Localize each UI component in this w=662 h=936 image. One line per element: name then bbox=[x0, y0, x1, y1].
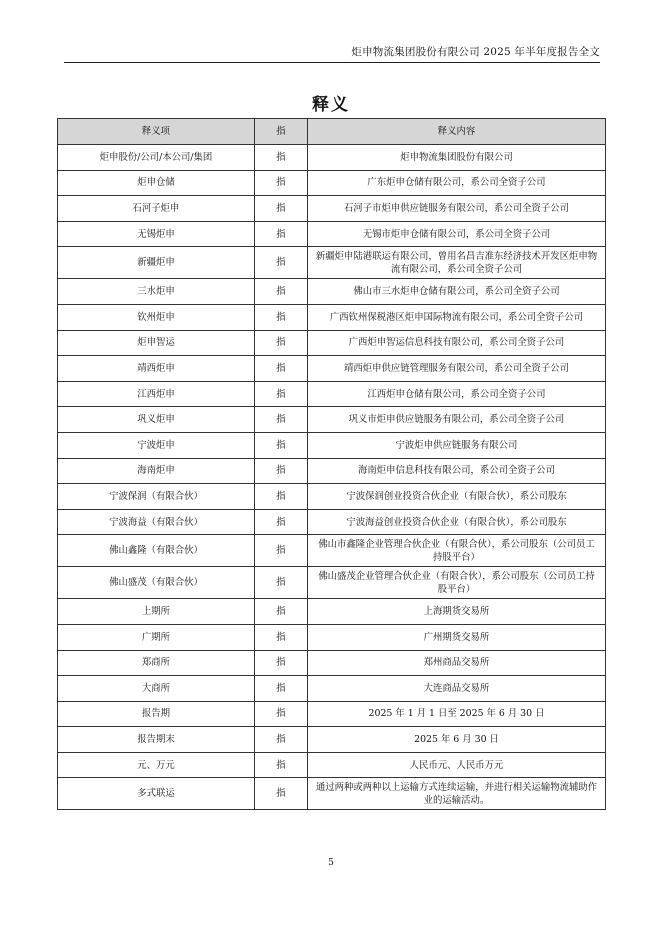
definition-cell: 江西炬申仓储有限公司，系公司全资子公司 bbox=[308, 381, 606, 407]
table-row bbox=[58, 247, 606, 279]
term-cell: 江西炬申 bbox=[58, 381, 255, 407]
term-cell: 巩义炬申 bbox=[58, 407, 255, 433]
term-cell: 钦州炬申 bbox=[58, 304, 255, 330]
table-row bbox=[58, 221, 606, 247]
term-cell: 炬申智运 bbox=[58, 330, 255, 356]
definition-cell: 郑州商品交易所 bbox=[308, 650, 606, 676]
term-cell: 宁波炬申 bbox=[58, 432, 255, 458]
table-row bbox=[58, 624, 606, 650]
term-cell: 大商所 bbox=[58, 676, 255, 702]
term-cell: 新疆炬申 bbox=[58, 247, 255, 279]
table-row bbox=[58, 458, 606, 484]
column-header-definition: 释义内容 bbox=[308, 119, 606, 145]
ref-cell: 指 bbox=[255, 458, 308, 484]
table-row bbox=[58, 145, 606, 171]
ref-cell: 指 bbox=[255, 170, 308, 196]
page-title: 释义 bbox=[312, 95, 350, 115]
page-number: 5 bbox=[328, 858, 334, 868]
table-row bbox=[58, 170, 606, 196]
table-body bbox=[58, 145, 606, 810]
ref-cell: 指 bbox=[255, 624, 308, 650]
definition-cell: 海南炬申信息科技有限公司，系公司全资子公司 bbox=[308, 458, 606, 484]
ref-cell: 指 bbox=[255, 484, 308, 510]
definition-cell: 大连商品交易所 bbox=[308, 676, 606, 702]
term-cell: 多式联运 bbox=[58, 778, 255, 810]
table-row bbox=[58, 509, 606, 535]
term-cell: 宁波保润（有限合伙） bbox=[58, 484, 255, 510]
term-cell: 上期所 bbox=[58, 599, 255, 625]
table-row bbox=[58, 432, 606, 458]
definition-cell: 人民币元、人民币万元 bbox=[308, 752, 606, 778]
ref-cell: 指 bbox=[255, 567, 308, 599]
ref-cell: 指 bbox=[255, 196, 308, 222]
table-row bbox=[58, 599, 606, 625]
definition-cell: 巩义市炬申供应链服务有限公司，系公司全资子公司 bbox=[308, 407, 606, 433]
definition-cell: 新疆炬申陆港联运有限公司，曾用名昌吉准东经济技术开发区炬申物流有限公司，系公司全资子公司 bbox=[308, 247, 606, 279]
term-cell: 佛山鑫隆（有限合伙） bbox=[58, 535, 255, 567]
table-row bbox=[58, 356, 606, 382]
table-row bbox=[58, 279, 606, 305]
table-row bbox=[58, 701, 606, 727]
term-cell: 海南炬申 bbox=[58, 458, 255, 484]
term-cell: 报告期 bbox=[58, 701, 255, 727]
ref-cell: 指 bbox=[255, 330, 308, 356]
table-row bbox=[58, 778, 606, 810]
table-row bbox=[58, 407, 606, 433]
definition-cell: 石河子市炬申供应链服务有限公司，系公司全资子公司 bbox=[308, 196, 606, 222]
term-cell: 郑商所 bbox=[58, 650, 255, 676]
ref-cell: 指 bbox=[255, 356, 308, 382]
ref-cell: 指 bbox=[255, 221, 308, 247]
ref-cell: 指 bbox=[255, 145, 308, 171]
ref-cell: 指 bbox=[255, 247, 308, 279]
definition-cell: 宁波炬申供应链服务有限公司 bbox=[308, 432, 606, 458]
definition-cell: 佛山盛茂企业管理合伙企业（有限合伙），系公司股东（公司员工持股平台） bbox=[308, 567, 606, 599]
definition-cell: 宁波保润创业投资合伙企业（有限合伙），系公司股东 bbox=[308, 484, 606, 510]
term-cell: 炬申仓储 bbox=[58, 170, 255, 196]
term-cell: 炬申股份/公司/本公司/集团 bbox=[58, 145, 255, 171]
table-row bbox=[58, 676, 606, 702]
term-cell: 报告期末 bbox=[58, 727, 255, 753]
ref-cell: 指 bbox=[255, 304, 308, 330]
definition-cell: 无锡市炬申仓储有限公司，系公司全资子公司 bbox=[308, 221, 606, 247]
table-row bbox=[58, 381, 606, 407]
ref-cell: 指 bbox=[255, 509, 308, 535]
ref-cell: 指 bbox=[255, 676, 308, 702]
column-header-ref: 指 bbox=[255, 119, 308, 145]
definition-cell: 广西钦州保税港区炬申国际物流有限公司，系公司全资子公司 bbox=[308, 304, 606, 330]
definition-cell: 通过两种或两种以上运输方式连续运输，并进行相关运输物流辅助作业的运输活动。 bbox=[308, 778, 606, 810]
table-row bbox=[58, 330, 606, 356]
ref-cell: 指 bbox=[255, 535, 308, 567]
ref-cell: 指 bbox=[255, 432, 308, 458]
ref-cell: 指 bbox=[255, 279, 308, 305]
definition-cell: 广东炬申仓储有限公司，系公司全资子公司 bbox=[308, 170, 606, 196]
table-row bbox=[58, 650, 606, 676]
definition-cell: 2025 年 6 月 30 日 bbox=[308, 727, 606, 753]
table-row bbox=[58, 727, 606, 753]
table-row bbox=[58, 196, 606, 222]
term-cell: 广期所 bbox=[58, 624, 255, 650]
ref-cell: 指 bbox=[255, 650, 308, 676]
table-row bbox=[58, 484, 606, 510]
ref-cell: 指 bbox=[255, 407, 308, 433]
definition-cell: 佛山市三水炬申仓储有限公司，系公司全资子公司 bbox=[308, 279, 606, 305]
ref-cell: 指 bbox=[255, 701, 308, 727]
definition-cell: 2025 年 1 月 1 日至 2025 年 6 月 30 日 bbox=[308, 701, 606, 727]
table-row bbox=[58, 304, 606, 330]
ref-cell: 指 bbox=[255, 752, 308, 778]
term-cell: 靖西炬申 bbox=[58, 356, 255, 382]
definition-cell: 靖西炬申供应链管理服务有限公司，系公司全资子公司 bbox=[308, 356, 606, 382]
term-cell: 佛山盛茂（有限合伙） bbox=[58, 567, 255, 599]
table-header-row bbox=[58, 119, 606, 145]
table-row bbox=[58, 535, 606, 567]
header-divider bbox=[64, 62, 600, 63]
ref-cell: 指 bbox=[255, 778, 308, 810]
definition-cell: 广州期货交易所 bbox=[308, 624, 606, 650]
term-cell: 三水炬申 bbox=[58, 279, 255, 305]
definition-cell: 佛山市鑫隆企业管理合伙企业（有限合伙），系公司股东（公司员工持股平台） bbox=[308, 535, 606, 567]
page-header: 炬申物流集团股份有限公司 2025 年半年度报告全文 bbox=[351, 46, 600, 58]
ref-cell: 指 bbox=[255, 381, 308, 407]
table-row bbox=[58, 752, 606, 778]
term-cell: 元、万元 bbox=[58, 752, 255, 778]
definition-cell: 炬申物流集团股份有限公司 bbox=[308, 145, 606, 171]
term-cell: 石河子炬申 bbox=[58, 196, 255, 222]
definition-cell: 广西炬申智运信息科技有限公司，系公司全资子公司 bbox=[308, 330, 606, 356]
definition-cell: 宁波海益创业投资合伙企业（有限合伙），系公司股东 bbox=[308, 509, 606, 535]
term-cell: 宁波海益（有限合伙） bbox=[58, 509, 255, 535]
ref-cell: 指 bbox=[255, 599, 308, 625]
definitions-table bbox=[57, 118, 606, 810]
term-cell: 无锡炬申 bbox=[58, 221, 255, 247]
table-row bbox=[58, 567, 606, 599]
ref-cell: 指 bbox=[255, 727, 308, 753]
definition-cell: 上海期货交易所 bbox=[308, 599, 606, 625]
column-header-term: 释义项 bbox=[58, 119, 255, 145]
